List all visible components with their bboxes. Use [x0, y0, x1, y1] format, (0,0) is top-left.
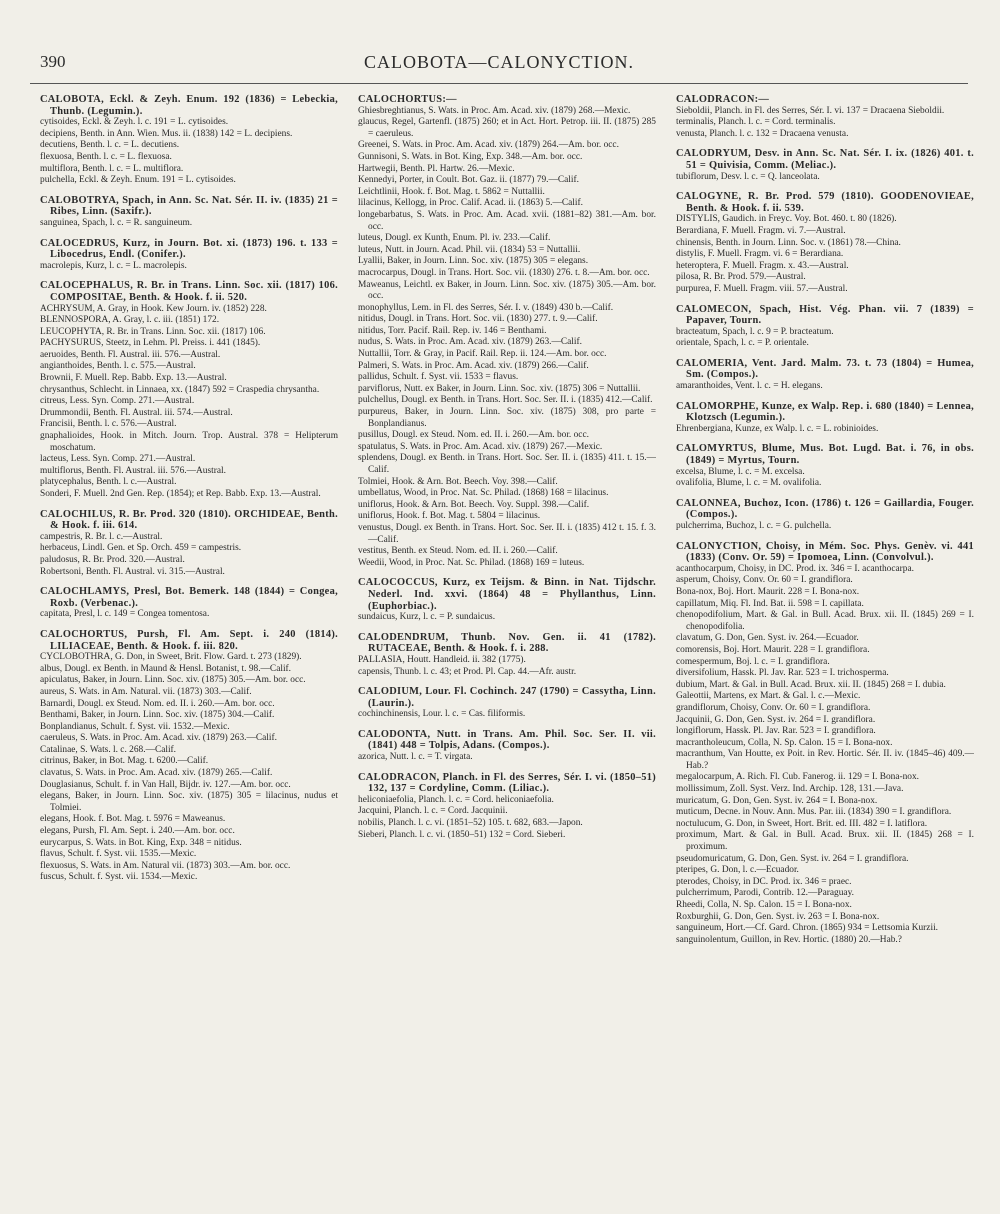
entry-line: noctulucum, G. Don, in Sweet, Hort. Brit. ed. III. 482 = I. latiflora. — [676, 818, 928, 829]
entry-line: elegans, Baker, in Journ. Linn. Soc. xiv. (1875) 305 = lilacinus, nudus et Tolmiei. — [40, 791, 338, 813]
entry-heading: CALODRACON:— — [676, 94, 770, 105]
entry-line: paludosus, R. Br. Prod. 320.—Austral. — [40, 554, 185, 565]
column-3 — [676, 94, 974, 1204]
entry-line: clavatum, G. Don, Gen. Syst. iv. 264.—Ecuador. — [676, 633, 859, 644]
entry-line: capensis, Thunb. l. c. 43; et Prod. Pl. Cap. 44.—Afr. austr. — [358, 666, 577, 677]
entry-heading: CALODRYUM, Desv. in Ann. Sc. Nat. Sér. I. ix. (1826) 401. t. 51 = Quivisia, Comm. (Meliac.). — [676, 148, 974, 171]
entry-line: multiflorus, Benth. Fl. Austral. iii. 576.—Austral. — [40, 465, 226, 476]
entry-line: Sieboldii, Planch. in Fl. des Serres, Sér. I. vi. 137 = Dracaena Sieboldii. — [676, 105, 945, 116]
entry-line: platycephalus, Benth. l. c.—Austral. — [40, 477, 177, 488]
entry-line: Greenei, S. Wats. in Proc. Am. Acad. xiv. (1879) 264.—Am. bor. occ. — [358, 140, 619, 151]
entry-line: lilacinus, Kellogg, in Proc. Calif. Acad. ii. (1863) 5.—Calif. — [358, 198, 583, 209]
entry-heading: CALOCHORTUS:— — [358, 94, 457, 105]
entry-line: macranthum, Van Houtte, ex Poit. in Rev. Hortic. Sér. II. iv. (1845–46) 409.—Hab.? — [676, 749, 974, 771]
entry-line: pulcherrima, Buchoz, l. c. = G. pulchella. — [676, 521, 832, 531]
entry-line: purpurea, F. Muell. Fragm. viii. 57.—Austral. — [676, 283, 848, 294]
entry-line: pseudomuricatum, G. Don, Gen. Syst. iv. 264 = I. grandiflora. — [676, 853, 909, 864]
entry-line: campestris, R. Br. l. c.—Austral. — [40, 531, 163, 542]
dictionary-entry — [676, 541, 974, 947]
entry-line: pulcherrimum, Parodi, Contrib. 12.—Paraguay. — [676, 888, 855, 899]
entry-line: citreus, Less. Syn. Comp. 271.—Austral. — [40, 396, 195, 407]
entry-heading: CALOBOTRYA, Spach, in Ann. Sc. Nat. Sér. II. iv. (1835) 21 = Ribes, Linn. (Saxifr.). — [40, 194, 338, 218]
running-head: CALOBOTA—CALONYCTION. — [363, 52, 635, 72]
entry-line: Bonplandianus, Schult. f. Syst. vii. 1532.—Mexic. — [40, 721, 230, 732]
entry-line: uniflorus, Hook. f. Bot. Mag. t. 5804 = lilacinus. — [358, 511, 541, 522]
entry-line: decipiens, Benth. in Ann. Wien. Mus. ii. (1838) 142 = L. decipiens. — [40, 128, 293, 139]
entry-line: nudus, S. Wats. in Proc. Am. Acad. xiv. (1879) 263.—Calif. — [358, 337, 582, 348]
entry-line: aureus, S. Wats. in Am. Natural. vii. (1873) 303.—Calif. — [40, 686, 252, 697]
entry-heading: CALONYCTION, Choisy, in Mém. Soc. Phys. Genèv. vi. 441 (1833) (Conv. Or. 59) = Ipomoea, Linn. (Convolvul.). — [676, 540, 974, 564]
entry-line: uniflorus, Hook. & Arn. Bot. Beech. Voy. Suppl. 398.—Calif. — [358, 499, 590, 510]
entry-line: Drummondii, Benth. Fl. Austral. iii. 574.—Austral. — [40, 407, 233, 418]
entry-line: PACHYSURUS, Steetz, in Lehm. Pl. Preiss. i. 441 (1845). — [40, 338, 261, 349]
entry-heading: CALOGYNE, R. Br. Prod. 579 (1810). GOODENOVIEAE, Benth. & Hook. f. ii. 539. — [676, 191, 974, 214]
entry-line: parviflorus, Nutt. ex Baker, in Journ. Linn. Soc. xiv. (1875) 306 = Nuttallii. — [358, 383, 641, 394]
entry-line: pusillus, Dougl. ex Steud. Nom. ed. II. i. 260.—Am. bor. occ. — [358, 430, 589, 441]
entry-line: Sieberi, Planch. l. c. vi. (1850–51) 132 = Cord. Sieberi. — [358, 829, 566, 840]
entry-line: sundaicus, Kurz, l. c. = P. sundaicus. — [358, 612, 496, 623]
entry-line: pulchellus, Dougl. ex Benth. in Trans. Hort. Soc. Ser. II. i. (1835) 412.—Calif. — [358, 395, 653, 406]
entry-line: citrinus, Baker, in Bot. Mag. t. 6200.—Calif. — [40, 756, 209, 767]
entry-heading: CALOCEPHALUS, R. Br. in Trans. Linn. Soc. xii. (1817) 106. COMPOSITAE, Benth. & Hook. f. ii. 520. — [40, 280, 338, 303]
entry-line: venustus, Dougl. ex Benth. in Trans. Hort. Soc. Ser. II. i. (1835) 412 t. 15. f. 3.—Calif. — [358, 522, 656, 545]
entry-line: angianthoides, Benth. l. c. 575.—Austral. — [40, 361, 196, 372]
entry-line: Weedii, Wood, in Proc. Nat. Sc. Philad. (1868) 169 = luteus. — [358, 557, 585, 568]
entry-line: Jacquini, Planch. l. c. = Cord. Jacquinii. — [358, 806, 508, 817]
entry-heading: CALOCHORTUS, Pursh, Fl. Am. Sept. i. 240 (1814). LILIACEAE, Benth. & Hook. f. iii. 820. — [40, 628, 338, 652]
entry-line: grandiflorum, Choisy, Conv. Or. 60 = I. grandiflora. — [676, 702, 871, 713]
dictionary-entry — [676, 401, 974, 436]
dictionary-entry — [358, 686, 656, 721]
entry-line: multiflora, Benth. l. c. = L. multiflora. — [40, 163, 184, 174]
entry-line: tubiflorum, Desv. l. c. = Q. lanceolata. — [676, 171, 820, 182]
entry-line: apiculatus, Baker, in Journ. Linn. Soc. xiv. (1875) 305.—Am. bor. occ. — [40, 675, 306, 686]
entry-heading: CALODENDRUM, Thunb. Nov. Gen. ii. 41 (1782). RUTACEAE, Benth. & Hook. f. i. 288. — [358, 631, 656, 655]
entry-heading: CALODIUM, Lour. Fl. Cochinch. 247 (1790) = Cassytha, Linn. (Laurin.). — [358, 686, 656, 709]
entry-line: pterodes, Choisy, in DC. Prod. ix. 346 = praec. — [676, 876, 852, 887]
entry-line: Hartwegii, Benth. Pl. Hartw. 26.—Mexic. — [358, 163, 515, 174]
entry-line: sanguineum, Hort.—Cf. Gard. Chron. (1865) 934 = Lettsomia Kurzii. — [676, 923, 939, 934]
entry-line: Kennedyi, Porter, in Coult. Bot. Gaz. ii. (1877) 79.—Calif. — [358, 175, 579, 186]
entry-line: sanguinolentum, Guillon, in Rev. Hortic. (1880) 20.—Hab.? — [676, 934, 902, 945]
dictionary-entry — [676, 94, 974, 140]
entry-heading: CALOBOTA, Eckl. & Zeyh. Enum. 192 (1836) = Lebeckia, Thunb. (Legumin.). — [40, 94, 338, 117]
entry-line: ACHRYSUM, A. Gray, in Hook. Kew Journ. iv. (1852) 228. — [40, 303, 267, 314]
entry-line: comespermum, Boj. l. c. = I. grandiflora. — [676, 656, 830, 667]
entry-line: amaranthoides, Vent. l. c. = H. elegans. — [676, 381, 823, 392]
entry-line: luteus, Dougl. ex Kunth, Enum. Pl. iv. 233.—Calif. — [358, 233, 551, 244]
header-rule — [30, 83, 968, 84]
entry-line: albus, Dougl. ex Benth. in Maund & Hensl. Botanist, t. 98.—Calif. — [40, 663, 292, 674]
entry-line: capillatum, Miq. Fl. Ind. Bat. ii. 598 = I. capillata. — [676, 598, 864, 609]
entry-line: nobilis, Planch. l. c. vi. (1851–52) 105. t. 682, 683.—Japon. — [358, 818, 583, 829]
entry-line: Maweanus, Leichtl. ex Baker, in Journ. Linn. Soc. xiv. (1875) 305.—Am. bor. occ. — [358, 279, 656, 302]
dictionary-entry — [676, 191, 974, 295]
entry-line: pallidus, Schult. f. Syst. vii. 1533 = flavus. — [358, 372, 519, 383]
dictionary-entry — [676, 443, 974, 489]
entry-heading: CALOCEDRUS, Kurz, in Journ. Bot. xi. (1873) 196. t. 133 = Libocedrus, Endl. (Conifer.). — [40, 237, 338, 261]
entry-line: nitidus, Dougl. in Trans. Hort. Soc. vii. (1830) 277. t. 9.—Calif. — [358, 314, 598, 325]
dictionary-entry — [358, 94, 656, 569]
entry-line: cochinchinensis, Lour. l. c. = Cas. filiformis. — [358, 709, 526, 720]
entry-line: bracteatum, Spach, l. c. 9 = P. bracteatum. — [676, 326, 834, 337]
entry-line: Francisii, Benth. l. c. 576.—Austral. — [40, 419, 177, 430]
entry-line: eurycarpus, S. Wats. in Bot. King, Exp. 348 = nitidus. — [40, 837, 242, 848]
entry-line: ovalifolia, Blume, l. c. = M. ovalifolia. — [676, 478, 822, 489]
entry-heading: CALODONTA, Nutt. in Trans. Am. Phil. Soc. Ser. II. vii. (1841) 448 = Tolpis, Adans. (Compos.). — [358, 728, 656, 752]
dictionary-entry — [676, 148, 974, 183]
entry-line: lacteus, Less. Syn. Comp. 271.—Austral. — [40, 454, 196, 465]
entry-line: Roxburghii, G. Don, Gen. Syst. iv. 263 = I. Bona-nox. — [676, 911, 880, 922]
entry-line: spatulatus, S. Wats. in Proc. Am. Acad. xiv. (1879) 267.—Mexic. — [358, 441, 603, 452]
text-columns — [40, 94, 974, 1204]
entry-line: proximum, Mart. & Gal. in Bull. Acad. Brux. xii. II. (1845) 268 = I. proximum. — [676, 830, 974, 853]
entry-line: pteripes, G. Don, l. c.—Ecuador. — [676, 865, 799, 876]
entry-line: chinensis, Benth. in Journ. Linn. Soc. v. (1861) 78.—China. — [676, 237, 901, 248]
entry-line: capitata, Presl, l. c. 149 = Congea tomentosa. — [40, 609, 210, 620]
dictionary-entry — [358, 772, 656, 842]
dictionary-entry — [40, 280, 338, 500]
entry-line: acanthocarpum, Choisy, in DC. Prod. ix. 346 = I. acanthocarpa. — [676, 563, 914, 574]
entry-line: Sonderi, F. Muell. 2nd Gen. Rep. (1854); et Rep. Babb. Exp. 13.—Austral. — [40, 489, 321, 499]
entry-line: luteus, Nutt. in Journ. Acad. Phil. vii. (1834) 53 = Nuttallii. — [358, 244, 581, 255]
entry-line: Ghiesbreghtianus, S. Wats. in Proc. Am. Acad. xiv. (1879) 268.—Mexic. — [358, 105, 631, 116]
entry-line: Rheedi, Colla, N. Sp. Calon. 15 = I. Bona-nox. — [676, 900, 852, 910]
entry-line: megalocarpum, A. Rich. Fl. Cub. Fanerog. ii. 129 = I. Bona-nox. — [676, 772, 920, 783]
entry-line: elegans, Pursh, Fl. Am. Sept. i. 240.—Am. bor. occ. — [40, 826, 235, 837]
dictionary-entry — [676, 498, 974, 533]
entry-line: Lyallii, Baker, in Journ. Linn. Soc. xiv. (1875) 305 = elegans. — [358, 256, 589, 267]
entry-line: muticum, Decne. in Nouv. Ann. Mus. Par. iii. (1834) 390 = I. grandiflora. — [676, 807, 952, 818]
dictionary-entry — [40, 238, 338, 273]
entry-line: elegans, Hook. f. Bot. Mag. t. 5976 = Maweanus. — [40, 814, 226, 825]
entry-line: gnaphalioides, Hook. in Mitch. Journ. Trop. Austral. 378 = Helipterum moschatum. — [40, 431, 338, 453]
entry-line: chrysanthus, Schlecht. in Linnaea, xx. (1847) 592 = Craspedia chrysantha. — [40, 384, 320, 395]
entry-line: Nuttallii, Torr. & Gray, in Pacif. Rail. Rep. ii. 124.—Am. bor. occ. — [358, 349, 607, 360]
entry-line: monophyllus, Lem. in Fl. des Serres, Sér. I. v. (1849) 430 b.—Calif. — [358, 302, 614, 313]
entry-line: decutiens, Benth. l. c. = L. decutiens. — [40, 140, 180, 151]
entry-line: Palmeri, S. Wats. in Proc. Am. Acad. xiv. (1879) 266.—Calif. — [358, 360, 589, 371]
dictionary-entry — [40, 509, 338, 579]
entry-line: LEUCOPHYTA, R. Br. in Trans. Linn. Soc. xii. (1817) 106. — [40, 326, 266, 337]
entry-line: Jacquinii, G. Don, Gen. Syst. iv. 264 = I. grandiflora. — [676, 714, 876, 725]
dictionary-entry — [676, 304, 974, 350]
entry-line: Bona-nox, Boj. Hort. Maurit. 228 = I. Bona-nox. — [676, 586, 860, 597]
entry-heading: CALOCHILUS, R. Br. Prod. 320 (1810). ORCHIDEAE, Benth. & Hook. f. iii. 614. — [40, 508, 338, 532]
entry-line: Tolmiei, Hook. & Arn. Bot. Beech. Voy. 398.—Calif. — [358, 476, 558, 487]
entry-line: diversifolium, Hassk. Pl. Jav. Rar. 523 = I. trichosperma. — [676, 668, 889, 679]
dictionary-entry — [40, 586, 338, 621]
entry-line: glaucus, Regel, Gartenfl. (1875) 260; et in Act. Hort. Petrop. iii. II. (1875) 285 = caeruleus. — [358, 117, 656, 139]
entry-line: flexuosa, Benth. l. c. = L. flexuosa. — [40, 151, 172, 162]
entry-line: azorica, Nutt. l. c. = T. virgata. — [358, 752, 473, 763]
entry-line: longiflorum, Hassk. Pl. Jav. Rar. 523 = I. grandiflora. — [676, 726, 876, 737]
entry-heading: CALOMORPHE, Kunze, ex Walp. Rep. i. 680 (1840) = Lennea, Klotzsch (Legumin.). — [676, 400, 974, 424]
entry-line: muricatum, G. Don, Gen. Syst. iv. 264 = I. Bona-nox. — [676, 795, 878, 806]
entry-line: macrocarpus, Dougl. in Trans. Hort. Soc. vii. (1830) 276. t. 8.—Am. bor. occ. — [358, 267, 650, 278]
entry-line: longebarbatus, S. Wats. in Proc. Am. Acad. xvii. (1881–82) 381.—Am. bor. occ. — [358, 209, 656, 232]
entry-line: heliconiaefolia, Planch. l. c. = Cord. heliconiaefolia. — [358, 794, 554, 805]
entry-line: splendens, Dougl. ex Benth. in Trans. Hort. Soc. Ser. II. i. (1835) 411. t. 15.—Calif. — [358, 453, 656, 475]
entry-line: macrantholeucum, Colla, N. Sp. Calon. 15 = I. Bona-nox. — [676, 737, 893, 748]
entry-line: distylis, F. Muell. Fragm. vi. 6 = Berardiana. — [676, 249, 844, 260]
entry-line: Barnardi, Dougl. ex Steud. Nom. ed. II. i. 260.—Am. bor. occ. — [40, 698, 275, 709]
entry-line: sanguinea, Spach, l. c. = R. sanguineum. — [40, 217, 193, 228]
entry-line: venusta, Planch. l. c. 132 = Dracaena venusta. — [676, 128, 849, 139]
entry-line: terminalis, Planch. l. c. = Cord. terminalis. — [676, 117, 836, 128]
entry-line: flexuosus, S. Wats. in Am. Natural vii. (1873) 303.—Am. bor. occ. — [40, 860, 291, 871]
entry-line: herbaceus, Lindl. Gen. et Sp. Orch. 459 = campestris. — [40, 543, 242, 554]
entry-line: macrolepis, Kurz, l. c. = L. macrolepis. — [40, 260, 187, 271]
entry-line: dubium, Mart. & Gal. in Bull. Acad. Brux. xii. II. (1845) 268 = I. dubia. — [676, 679, 946, 690]
dictionary-entry — [358, 577, 656, 623]
column-2 — [358, 94, 656, 1204]
dictionary-entry — [40, 94, 338, 187]
entry-heading: CALOCOCCUS, Kurz, ex Teijsm. & Binn. in Nat. Tijdschr. Nederl. Ind. xxvi. (1864) 48 = Phyllanthus, Linn. (Euphorbiac.). — [358, 577, 656, 612]
entry-line: comorensis, Boj. Hort. Maurit. 228 = I. grandiflora. — [676, 644, 870, 655]
entry-line: chenopodifolium, Mart. & Gal. in Bull. Acad. Brux. xii. II. (1845) 269 = I. chenopodifolia. — [676, 610, 974, 632]
entry-line: orientale, Spach, l. c. = P. orientale. — [676, 338, 809, 349]
entry-line: Brownii, F. Muell. Rep. Babb. Exp. 13.—Austral. — [40, 373, 227, 384]
entry-line: fuscus, Schult. f. Syst. vii. 1534.—Mexic. — [40, 872, 198, 883]
dictionary-entry — [40, 195, 338, 230]
entry-heading: CALOMECON, Spach, Hist. Vég. Phan. vii. 7 (1839) = Papaver, Tourn. — [676, 303, 974, 327]
entry-heading: CALOCHLAMYS, Presl, Bot. Bemerk. 148 (1844) = Congea, Roxb. (Verbenac.). — [40, 586, 338, 609]
entry-line: CYCLOBOTHRA, G. Don, in Sweet, Brit. Flow. Gard. t. 273 (1829). — [40, 652, 302, 663]
entry-line: heteroptera, F. Muell. Fragm. x. 43.—Austral. — [676, 260, 849, 271]
entry-heading: CALOMYRTUS, Blume, Mus. Bot. Lugd. Bat. i. 76, in obs. (1849) = Myrtus, Tourn. — [676, 443, 974, 467]
dictionary-entry — [358, 632, 656, 678]
page-header — [30, 52, 968, 78]
entry-line: nitidus, Torr. Pacif. Rail. Rep. iv. 146 = Benthami. — [358, 325, 547, 336]
entry-line: cytisoides, Eckl. & Zeyh. l. c. 191 = L. cytisoides. — [40, 117, 229, 128]
entry-line: Ehrenbergiana, Kunze, ex Walp. l. c. = L. robinioides. — [676, 423, 879, 434]
entry-line: aeruoides, Benth. Fl. Austral. iii. 576.—Austral. — [40, 349, 221, 360]
entry-line: BLENNOSPORA, A. Gray, l. c. iii. (1851) 172. — [40, 315, 220, 326]
entry-heading: CALONNEA, Buchoz, Icon. (1786) t. 126 = Gaillardia, Fouger. (Compos.). — [676, 497, 974, 521]
entry-line: PALLASIA, Houtt. Handleid. ii. 382 (1775). — [358, 654, 526, 665]
entry-line: pilosa, R. Br. Prod. 579.—Austral. — [676, 272, 806, 283]
entry-line: Gunnisoni, S. Wats. in Bot. King, Exp. 348.—Am. bor. occ. — [358, 151, 583, 162]
entry-line: clavatus, S. Wats. in Proc. Am. Acad. xiv. (1879) 265.—Calif. — [40, 768, 273, 779]
entry-heading: CALODRACON, Planch. in Fl. des Serres, Sér. I. vi. (1850–51) 132, 137 = Cordyline, Comm. (Liliac.). — [358, 771, 656, 795]
dictionary-entry — [358, 729, 656, 764]
entry-line: purpureus, Baker, in Journ. Linn. Soc. xiv. (1875) 308, pro parte = Bonplandianus. — [358, 407, 656, 429]
entry-line: umbellatus, Wood, in Proc. Nat. Sc. Philad. (1868) 168 = lilacinus. — [358, 488, 609, 499]
entry-line: Douglasianus, Schult. f. in Van Hall, Bijdr. iv. 127.—Am. bor. occ. — [40, 779, 291, 790]
entry-line: asperum, Choisy, Conv. Or. 60 = I. grandiflora. — [676, 575, 853, 586]
entry-line: flavus, Schult. f. Syst. vii. 1535.—Mexic. — [40, 849, 197, 860]
entry-line: Robertsoni, Benth. Fl. Austral. vi. 315.—Austral. — [40, 566, 225, 577]
entry-line: Leichtlinii, Hook. f. Bot. Mag. t. 5862 = Nuttallii. — [358, 186, 545, 197]
entry-line: excelsa, Blume, l. c. = M. excelsa. — [676, 466, 805, 477]
dictionary-entry — [676, 358, 974, 393]
dictionary-entry — [40, 629, 338, 884]
page-number: 390 — [40, 52, 66, 71]
entry-line: Galeottii, Martens, ex Mart. & Gal. l. c.—Mexic. — [676, 691, 861, 702]
entry-line: caeruleus, S. Wats. in Proc. Am. Acad. xiv. (1879) 263.—Calif. — [40, 733, 277, 744]
entry-line: mollissimum, Zoll. Syst. Verz. Ind. Archip. 128, 131.—Java. — [676, 784, 904, 795]
entry-heading: CALOMERIA, Vent. Jard. Malm. 73. t. 73 (1804) = Humea, Sm. (Compos.). — [676, 357, 974, 381]
entry-line: Benthami, Baker, in Journ. Linn. Soc. xiv. (1875) 304.—Calif. — [40, 710, 275, 721]
entry-line: Berardiana, F. Muell. Fragm. vi. 7.—Austral. — [676, 225, 846, 236]
entry-line: vestitus, Benth. ex Steud. Nom. ed. II. i. 260.—Calif. — [358, 546, 558, 557]
entry-line: pulchella, Eckl. & Zeyh. Enum. 191 = L. cytisoides. — [40, 175, 236, 186]
column-1 — [40, 94, 338, 1204]
entry-line: DISTYLIS, Gaudich. in Freyc. Voy. Bot. 460. t. 80 (1826). — [676, 214, 897, 225]
entry-line: Catalinae, S. Wats. l. c. 268.—Calif. — [40, 744, 177, 755]
